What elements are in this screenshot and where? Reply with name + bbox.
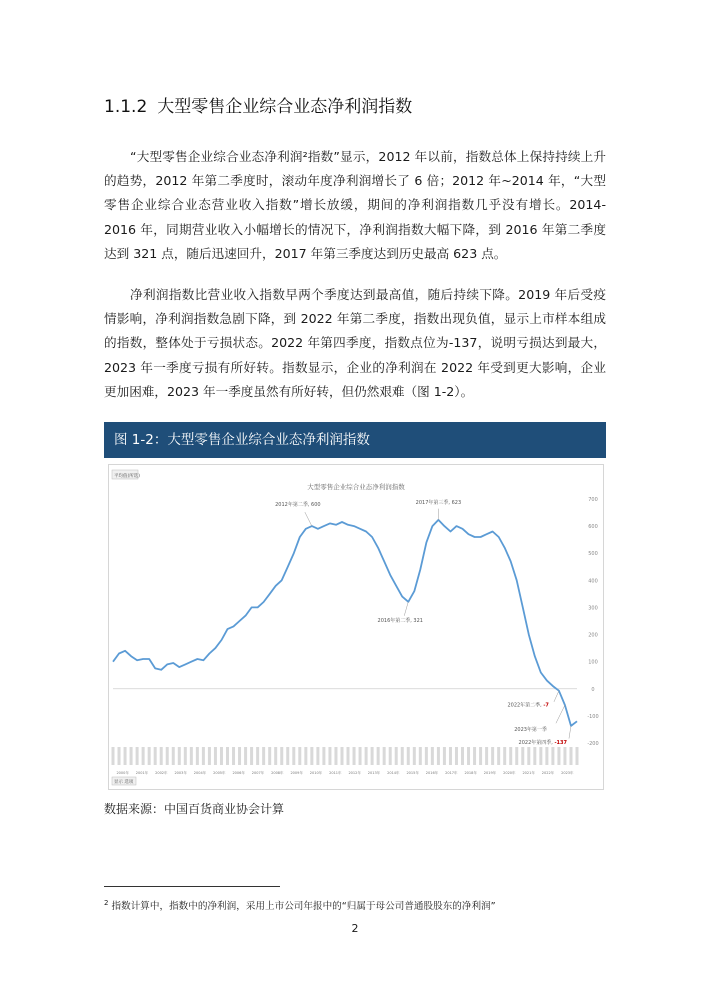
section-number: 1.1.2 (104, 97, 148, 117)
annotation-leader (569, 726, 571, 739)
x-tick-label (371, 747, 374, 765)
x-tick-label (576, 747, 579, 765)
x-year-label: 2004年 (193, 771, 207, 775)
chart-tag: 平均值(所选) (114, 474, 141, 479)
x-tick-label (118, 747, 121, 765)
x-year-label: 2012年 (348, 771, 361, 775)
x-tick-label (274, 747, 277, 765)
x-tick-label (455, 747, 458, 765)
x-tick-label (172, 747, 175, 765)
section-heading (104, 92, 412, 117)
x-tick-label (395, 747, 398, 765)
x-tick-label (286, 747, 289, 765)
figure-banner: 图 1-2：大型零售企业综合业态净利润指数 (104, 422, 606, 458)
x-tick-label (184, 747, 187, 765)
x-tick-label (322, 747, 325, 765)
annotation-leader (556, 705, 565, 723)
paragraph-1: “大型零售企业综合业态净利润²指数”显示，2012 年以前，指数总体上保持持续上升的趋势，2012 年第二季度时，滚动年度净利润增长了 6 倍；2012 年~2014 年，“大型零售企业综合业态营业收入指数”增长放缓，期间的净利润指数几乎没有增长。2014-2016 年，同期营业收入小幅增长的情况下，净利润指数大幅下降，到 2016 年第二季度达到 321 点，随后迅速回升，2017 年第三季度达到历史最高 623 点。 (104, 149, 606, 261)
x-tick-label (551, 747, 554, 765)
x-tick-label (124, 747, 127, 765)
x-tick-label (310, 747, 313, 765)
x-tick-label (238, 747, 241, 765)
x-year-label: 2002年 (155, 771, 168, 775)
annotation-label: 2017年第三季, 623 (415, 499, 462, 506)
annotation-label: 2022年第四季, -137 (518, 739, 567, 746)
x-tick-label (166, 747, 169, 765)
x-tick-label (401, 747, 404, 765)
y-tick-label: 400 (588, 578, 598, 585)
x-tick-label (521, 747, 524, 765)
x-tick-label (136, 747, 139, 765)
chart-title: 大型零售企业综合业态净利润指数 (307, 483, 405, 491)
x-tick-label (178, 747, 181, 765)
x-tick-label (154, 747, 157, 765)
x-tick-label (467, 747, 470, 765)
x-year-label: 2005年 (213, 771, 226, 775)
x-year-label: 2011年 (329, 771, 342, 775)
x-tick-label (563, 747, 566, 765)
x-tick-label (226, 747, 229, 765)
x-tick-label (268, 747, 271, 765)
x-year-label: 2019年 (483, 771, 497, 775)
x-tick-label (142, 747, 145, 765)
x-tick-label (160, 747, 163, 765)
x-tick-label (280, 747, 283, 765)
x-tick-label (503, 747, 506, 765)
annotation-label: 2022年第二季, -7 (507, 702, 549, 709)
page-number: 2 (351, 922, 359, 935)
annotation-leader (554, 691, 559, 702)
x-year-label: 2016年 (425, 771, 439, 775)
x-tick-label (413, 747, 416, 765)
x-tick-label (377, 747, 380, 765)
annotation-leader (305, 512, 312, 526)
x-year-label: 2007年 (251, 771, 265, 775)
x-year-label: 2009年 (290, 771, 303, 775)
x-tick-label (244, 747, 247, 765)
x-tick-label (383, 747, 386, 765)
x-tick-label (250, 747, 253, 765)
y-tick-label: 100 (588, 659, 598, 666)
x-year-label: 2023年 (561, 771, 574, 775)
annotation-label: 2016年第二季, 321 (377, 617, 423, 624)
x-tick-label (527, 747, 530, 765)
x-year-label: 2022年 (541, 771, 555, 775)
x-year-label: 2018年 (464, 771, 477, 775)
x-tick-label (497, 747, 500, 765)
annotation-label: 2023年第一季 (514, 727, 547, 734)
y-tick-label: 600 (588, 524, 598, 531)
x-tick-label (515, 747, 518, 765)
x-year-label: 2021年 (522, 771, 535, 775)
x-tick-label (359, 747, 362, 765)
x-year-label: 2013年 (367, 771, 381, 775)
paragraph-2: 净利润指数比营业收入指数早两个季度达到最高值，随后持续下降。2019 年后受疫情影响，净利润指数急剧下降，到 2022 年第二季度，指数出现负值，显示上市样本组成的指数，整体处于亏损状态。2022 年第四季度，指数点位为-137，说明亏损达到最大，2023 年一季度亏损有所好转。指数显示，企业的净利润在 2022 年受到更大影响，企业更加困难，2023 年一季度虽然有所好转，但仍然艰难（图 1-2）。 (104, 287, 606, 399)
x-tick-label (334, 747, 337, 765)
x-tick-label (539, 747, 542, 765)
x-tick-label (304, 747, 307, 765)
x-year-label: 2017年 (445, 771, 458, 775)
x-tick-label (148, 747, 151, 765)
y-tick-label: 300 (588, 605, 598, 612)
x-year-label: 2020年 (503, 771, 516, 775)
x-tick-label (407, 747, 410, 765)
x-tick-label (461, 747, 464, 765)
section-title: 大型零售企业综合业态净利润指数 (157, 97, 413, 117)
x-tick-label (479, 747, 482, 765)
x-tick-label (196, 747, 199, 765)
x-tick-label (569, 747, 572, 765)
annotation-label: 2012年第二季, 600 (275, 502, 321, 509)
footnote-text: 指数计算中，指数中的净利润，采用上市公司年报中的“归属于母公司普通股股东的净利润” (111, 901, 496, 912)
footnote-rule (104, 886, 280, 887)
x-tick-label (208, 747, 211, 765)
x-tick-label (437, 747, 440, 765)
x-tick-label (292, 747, 295, 765)
x-tick-label (431, 747, 434, 765)
x-year-label: 2006年 (232, 771, 245, 775)
x-year-label: 2010年 (309, 771, 323, 775)
x-tick-label (557, 747, 560, 765)
chart-container (108, 464, 604, 790)
data-source: 数据来源：中国百货商业协会计算 (104, 802, 285, 816)
x-tick-label (425, 747, 428, 765)
x-tick-label (509, 747, 512, 765)
x-tick-label (232, 747, 235, 765)
x-tick-label (353, 747, 356, 765)
y-tick-label: 700 (588, 497, 598, 503)
y-tick-label: 500 (588, 551, 598, 558)
x-tick-label (202, 747, 205, 765)
x-tick-label (473, 747, 476, 765)
x-tick-label (491, 747, 494, 765)
x-tick-label (214, 747, 217, 765)
x-year-label: 2003年 (174, 771, 187, 775)
net-profit-index-chart (109, 465, 603, 789)
x-tick-label (485, 747, 488, 765)
x-tick-label (419, 747, 422, 765)
x-tick-label (190, 747, 193, 765)
annotation-leader (404, 602, 408, 616)
x-tick-label (365, 747, 368, 765)
y-tick-label: 200 (588, 632, 598, 639)
y-tick-label: -200 (587, 741, 599, 747)
x-year-label: 2014年 (387, 771, 400, 775)
footnote (104, 898, 496, 912)
x-tick-label (340, 747, 343, 765)
x-tick-label (130, 747, 133, 765)
x-tick-label (389, 747, 392, 765)
y-tick-label: 0 (591, 686, 595, 693)
x-tick-label (443, 747, 446, 765)
x-year-label: 2000年 (116, 771, 129, 775)
y-tick-label: -100 (587, 713, 599, 720)
x-tick-label (449, 747, 452, 765)
chart-option-label: 显示 选项 (114, 780, 134, 785)
x-tick-label (112, 747, 115, 765)
x-tick-label (533, 747, 536, 765)
x-tick-label (262, 747, 265, 765)
x-tick-label (545, 747, 548, 765)
x-tick-label (220, 747, 223, 765)
x-year-label: 2008年 (271, 771, 284, 775)
x-tick-label (256, 747, 259, 765)
series-line (113, 520, 577, 726)
x-tick-label (316, 747, 319, 765)
x-tick-label (328, 747, 331, 765)
x-tick-label (347, 747, 350, 765)
footnote-mark: 2 (104, 898, 109, 907)
x-tick-label (298, 747, 301, 765)
x-year-label: 2015年 (406, 771, 419, 775)
x-year-label: 2001年 (135, 771, 149, 775)
